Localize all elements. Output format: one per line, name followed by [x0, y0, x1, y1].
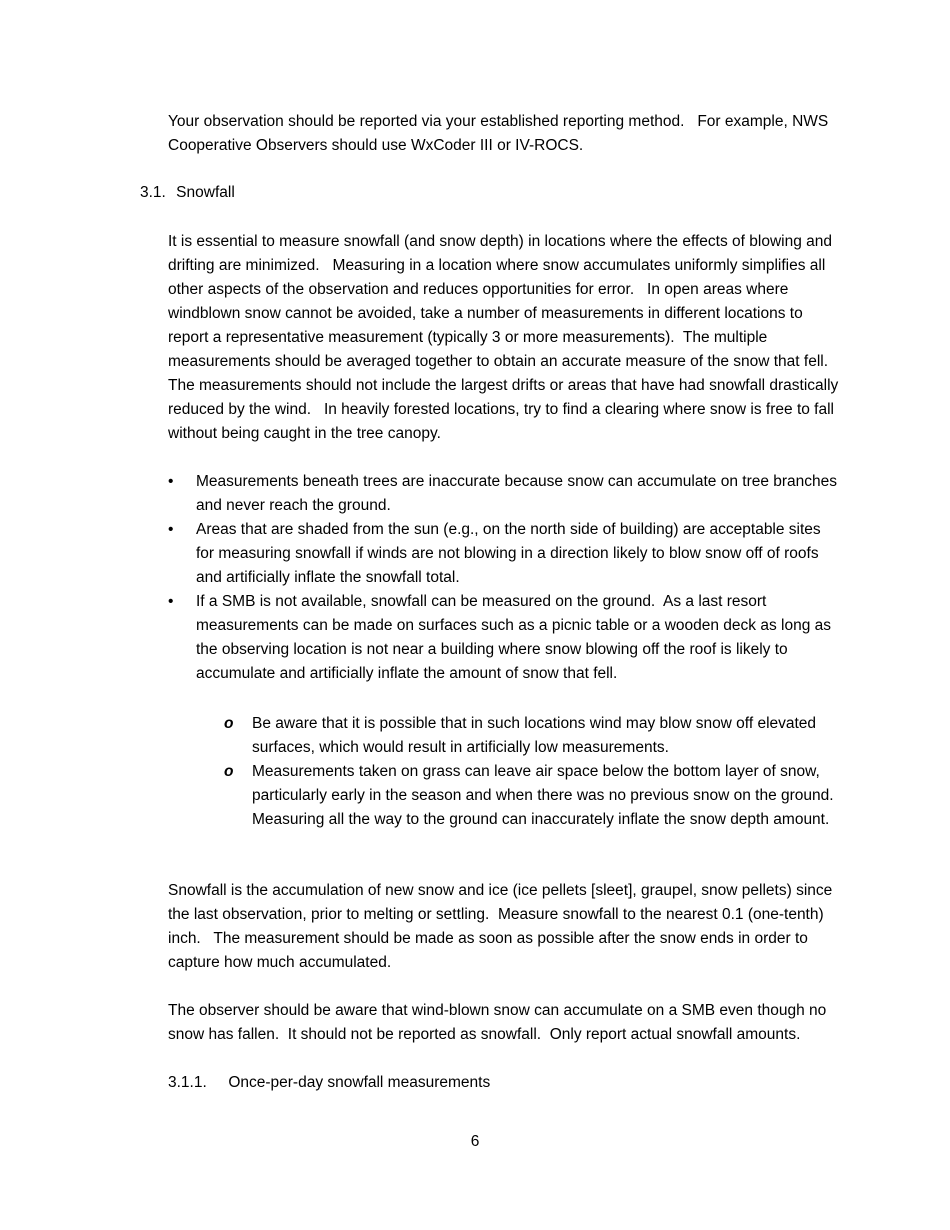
section-title: Once-per-day snowfall measurements	[228, 1074, 491, 1091]
bullet-marker: •	[168, 473, 174, 490]
list-item-text: Areas that are shaded from the sun (e.g., on the north side of building) are acceptable sites for measuring snowfall if winds are not blowing in a direction likely to blow snow off of roofs and artificially inflate the snowfall total.	[196, 521, 825, 586]
section-number: 3.1.1.	[168, 1074, 207, 1091]
list-item-text: Measurements beneath trees are inaccurate because snow can accumulate on tree branches and never reach the ground.	[196, 473, 842, 514]
windblown-snow-paragraph: The observer should be aware that wind-blown snow can accumulate on a SMB even though no snow has fallen. It should not be reported as snowfall. Only report actual snowfall amounts.	[168, 1002, 831, 1043]
section-3-1-heading	[140, 181, 235, 205]
bullet-list	[168, 470, 843, 686]
list-item-text: If a SMB is not available, snowfall can be measured on the ground. As a last resort measurements can be made on surfaces such as a picnic table or a wooden deck as long as the observing location is not near a building where snow blowing off the roof is likely to accumulate and artificially inflate the amount of snow that fell.	[196, 593, 836, 682]
list-item	[168, 470, 843, 518]
snowfall-definition-paragraph: Snowfall is the accumulation of new snow and ice (ice pellets [sleet], graupel, snow pellets) since the last observation, prior to melting or settling. Measure snowfall to the nearest 0.1 (one-tenth) inch. The measurement should be made as soon as possible after the snow ends in order to capture how much accumulated.	[168, 882, 837, 971]
list-item	[168, 518, 843, 590]
list-item	[168, 590, 843, 686]
section-number: 3.1.	[140, 184, 166, 201]
section-title: Snowfall	[176, 184, 235, 201]
list-item-text: Be aware that it is possible that in such locations wind may blow snow off elevated surfaces, which would result in artificially low measurements.	[252, 715, 821, 756]
bullet-marker: •	[168, 521, 174, 538]
snowfall-location-paragraph: It is essential to measure snowfall (and snow depth) in locations where the effects of blowing and drifting are minimized. Measuring in a location where snow accumulates uniformly simplifies all other aspects of the observation and reduces opportunities for error. In open areas where windblown snow cannot be avoided, take a number of measurements in different locations to report a representative measurement (typically 3 or more measurements). The multiple measurements should be averaged together to obtain an accurate measure of the snow that fell. The measurements should not include the largest drifts or areas that have had snowfall drastically reduced by the wind. In heavily forested locations, try to find a clearing where snow is free to fall without being caught in the tree canopy.	[168, 233, 843, 442]
list-item	[224, 712, 844, 760]
sub-bullet-marker: o	[224, 763, 234, 780]
list-item	[224, 760, 844, 832]
page-number: 6	[470, 1133, 480, 1150]
sub-bullet-list	[224, 712, 844, 832]
sub-bullet-marker: o	[224, 715, 234, 732]
intro-paragraph: Your observation should be reported via your established reporting method. For example, NWS Cooperative Observers should use WxCoder III or IV-ROCS.	[168, 113, 833, 154]
section-3-1-1-heading	[168, 1071, 490, 1095]
bullet-marker: •	[168, 593, 174, 610]
list-item-text: Measurements taken on grass can leave air space below the bottom layer of snow, particularly early in the season and when there was no previous snow on the ground. Measuring all the way to the ground can inaccurately inflate the snow depth amount.	[252, 763, 843, 828]
